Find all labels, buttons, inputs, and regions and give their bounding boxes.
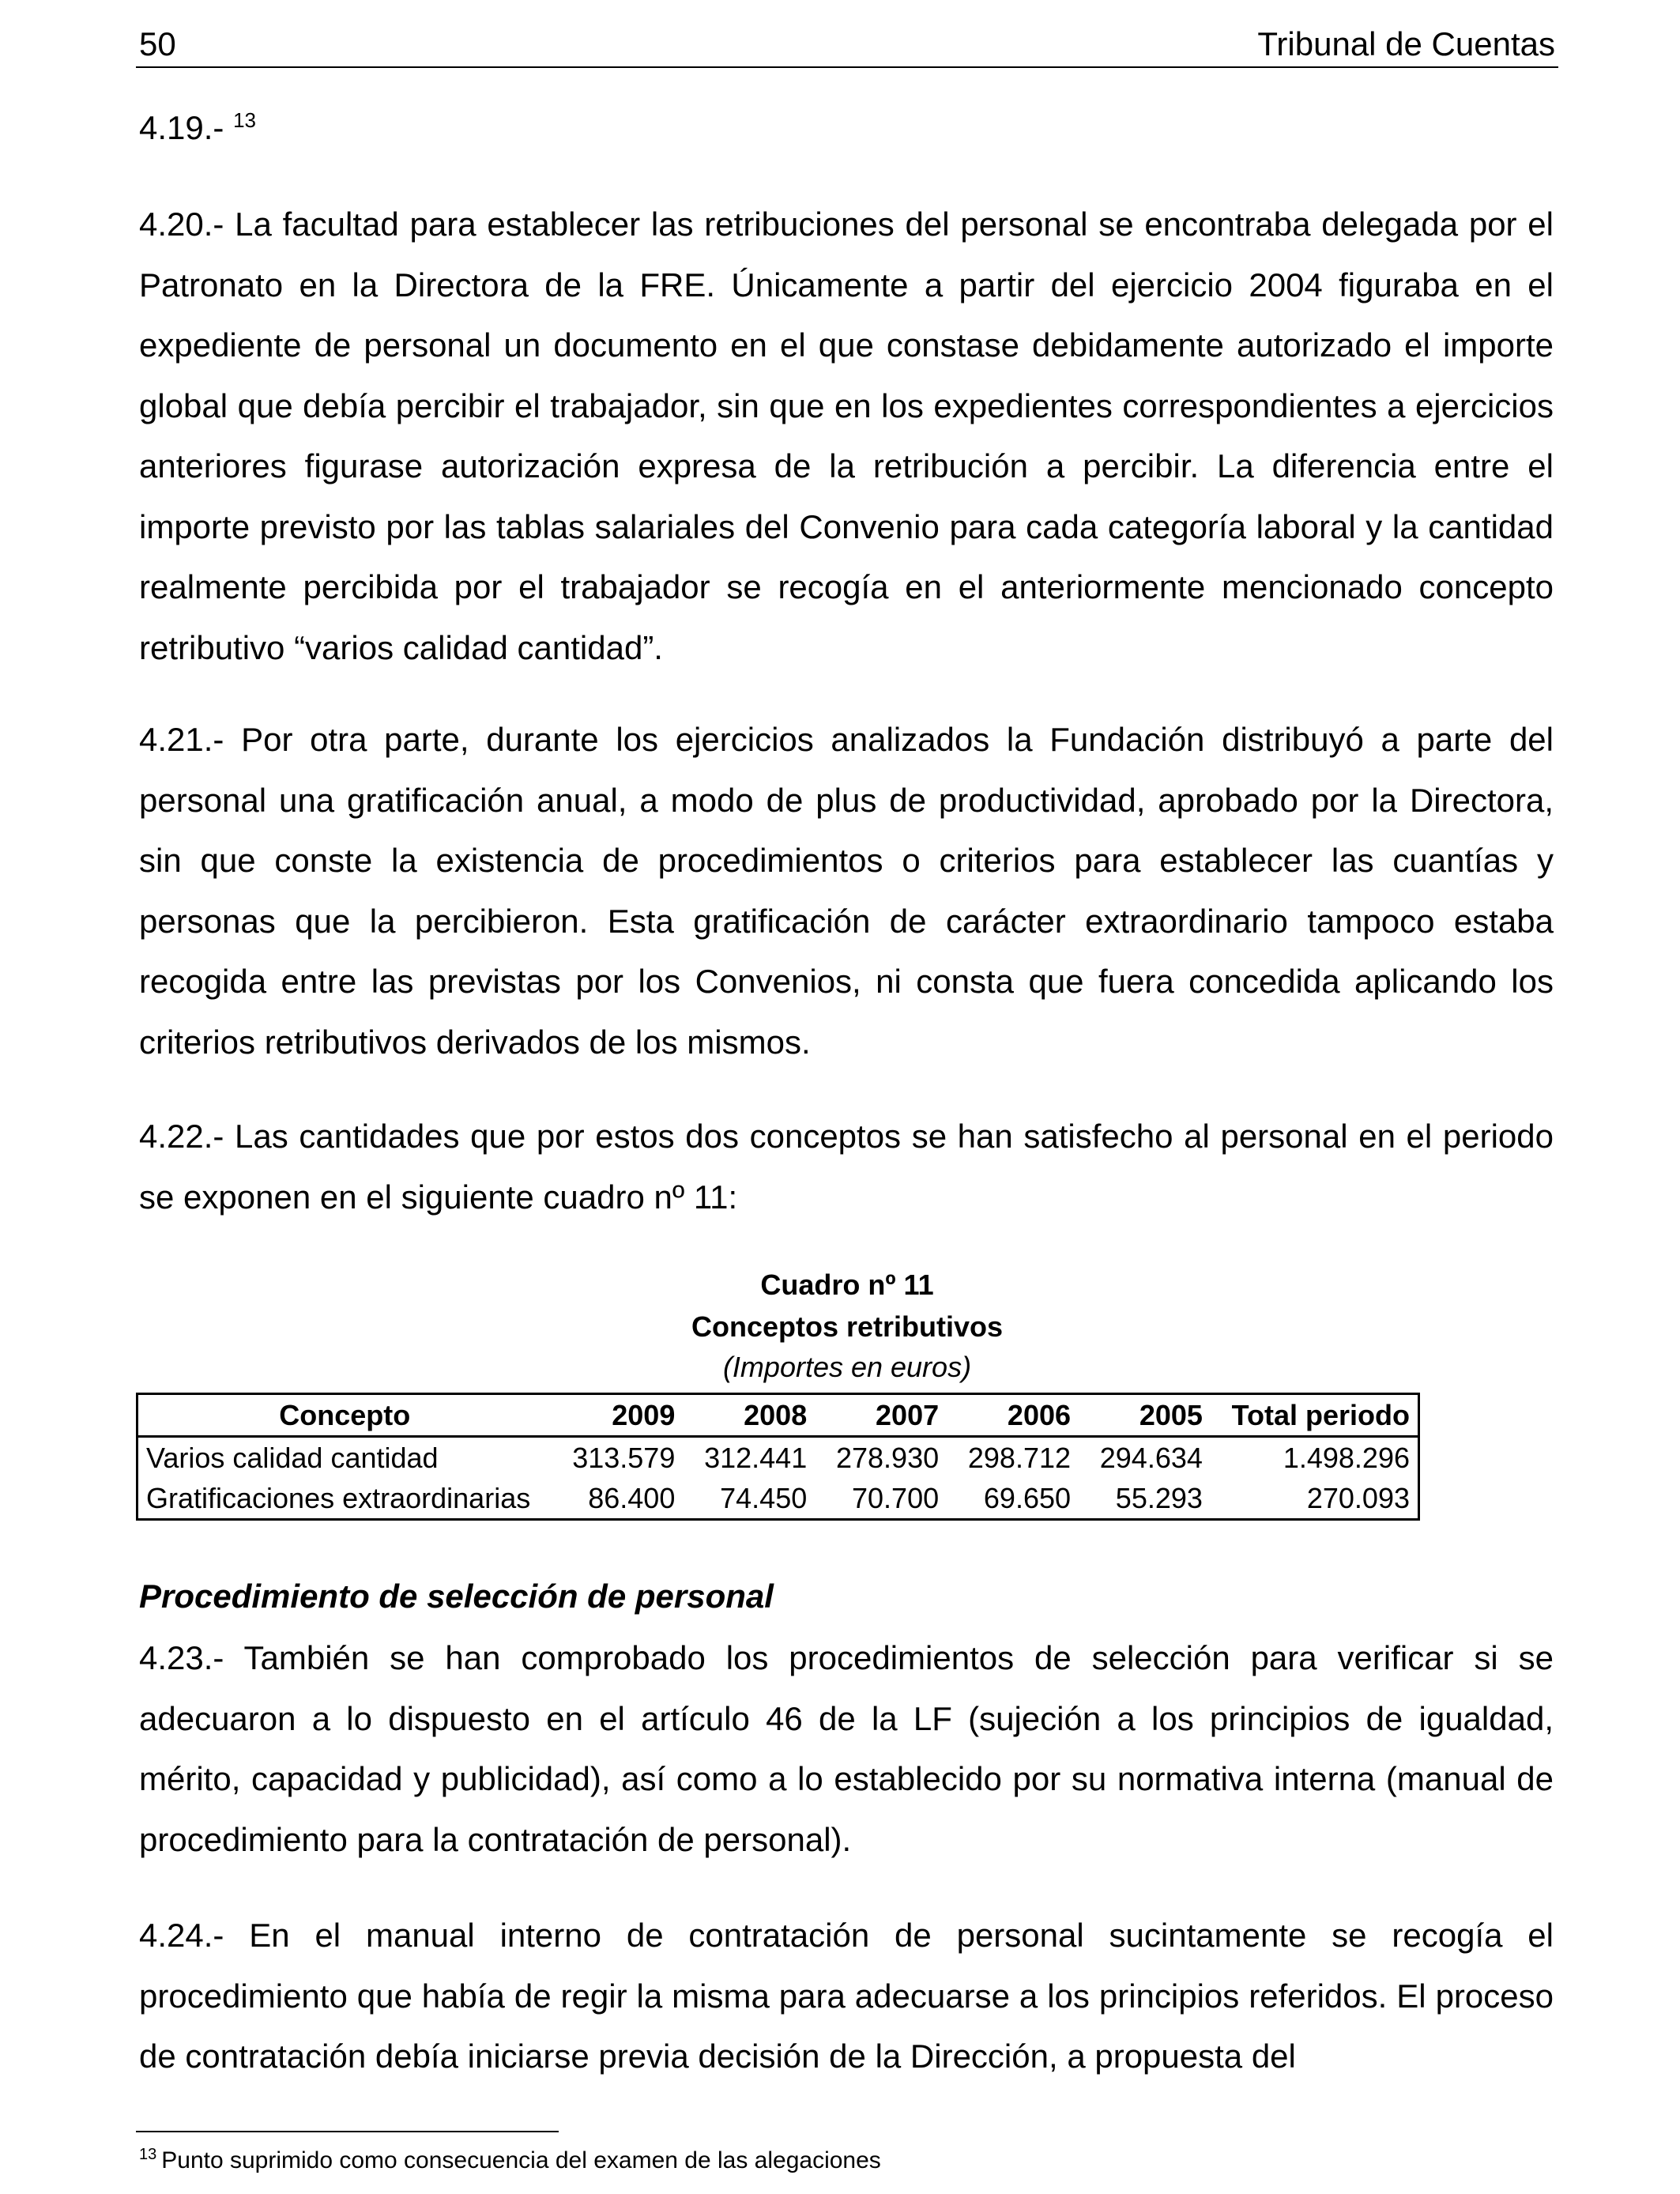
footnote-separator — [136, 2131, 559, 2132]
table-cell: 1.498.296 — [1283, 1441, 1410, 1474]
paragraph-4-19 — [139, 98, 1554, 159]
paragraph-4-22: 4.22.- Las cantidades que por estos dos conceptos se han satisfecho al personal en el periodo se exponen en el siguiente cuadro nº 11: — [139, 1118, 1554, 1216]
page-header — [136, 22, 1558, 68]
paragraph-4-20: 4.20.- La facultad para establecer las retribuciones del personal se encontraba delegada por el Patronato en la Directora de la FRE. Únicamente a partir del ejercicio 2004 figuraba en el expediente de personal un documento en el que constase debidamente autorizado el importe global que debía percibir el trabajador, sin que en los expedientes correspondientes a ejercicios anteriores figurase autorización expresa de la retribución a percibir. La diferencia entre el importe previsto por las tablas salariales del Convenio para cada categoría laboral y la cantidad realmente percibida por el trabajador se recogía en el anteriormente mencionado concepto retributivo “varios calidad cantidad”. — [139, 205, 1554, 666]
table-cell: 55.293 — [1115, 1481, 1203, 1514]
table-cell: 69.650 — [983, 1481, 1072, 1514]
table-subtitle: Conceptos retributivos — [691, 1310, 1004, 1343]
paragraph-4-24: 4.24.- En el manual interno de contratación de personal sucintamente se recogía el procedimiento que había de regir la misma para adecuarse a los principios referidos. El proceso de contratación debía iniciarse previa decisión de la Dirección, a propuesta del — [139, 1917, 1554, 2075]
table-cell: 74.450 — [720, 1481, 808, 1514]
column-header-2008: 2008 — [683, 1394, 815, 1437]
column-header-total: Total periodo — [1211, 1394, 1419, 1437]
column-header-2007: 2007 — [815, 1394, 947, 1437]
footnote-text: Punto suprimido como consecuencia del examen de las alegaciones — [161, 2147, 881, 2173]
table-cell: 270.093 — [1306, 1481, 1410, 1514]
column-header-2006: 2006 — [947, 1394, 1079, 1437]
table-row — [137, 1437, 1419, 1479]
table-cell: 298.712 — [967, 1441, 1072, 1474]
table-cell: Varios calidad cantidad — [146, 1441, 439, 1474]
page-number: 50 — [139, 25, 176, 62]
paragraph-label: 4.19.- — [139, 109, 224, 146]
table-units: (Importes en euros) — [722, 1351, 972, 1383]
footnote-reference: 13 — [233, 108, 256, 132]
footnote-number: 13 — [139, 2146, 157, 2163]
column-header-2009: 2009 — [551, 1394, 683, 1437]
retributive-concepts-table — [136, 1393, 1420, 1521]
table-cell: 86.400 — [588, 1481, 676, 1514]
table-cell: 70.700 — [852, 1481, 940, 1514]
running-title: Tribunal de Cuentas — [1257, 25, 1555, 62]
column-header-concepto: Concepto — [137, 1394, 552, 1437]
column-header-2005: 2005 — [1079, 1394, 1211, 1437]
section-heading: Procedimiento de selección de personal — [139, 1578, 774, 1615]
table-row — [137, 1478, 1419, 1520]
table-header-row — [137, 1394, 1419, 1437]
table-cell: Gratificaciones extraordinarias — [146, 1481, 531, 1514]
footnote — [139, 2145, 881, 2177]
table-cell: 278.930 — [835, 1441, 940, 1474]
table-cell: 312.441 — [704, 1441, 808, 1474]
table-cell: 313.579 — [572, 1441, 676, 1474]
paragraph-4-23: 4.23.- También se han comprobado los procedimientos de selección para verificar si se adecuaron a lo dispuesto en el artículo 46 de la LF (sujeción a los principios de igualdad, mérito, capacidad y publicidad), así como a lo establecido por su normativa interna (manual de procedimiento para la contratación de personal). — [139, 1639, 1554, 1858]
table-cell: 294.634 — [1099, 1441, 1203, 1474]
table-title: Cuadro nº 11 — [760, 1269, 934, 1301]
paragraph-4-21: 4.21.- Por otra parte, durante los ejercicios analizados la Fundación distribuyó a parte del personal una gratificación anual, a modo de plus de productividad, aprobado por la Directora, sin que conste la existencia de procedimientos o criterios para establecer las cuantías y personas que la percibieron. Esta gratificación de carácter extraordinario tampoco estaba recogida entre las previstas por los Convenios, ni consta que fuera concedida aplicando los criterios retributivos derivados de los mismos. — [139, 721, 1554, 1061]
